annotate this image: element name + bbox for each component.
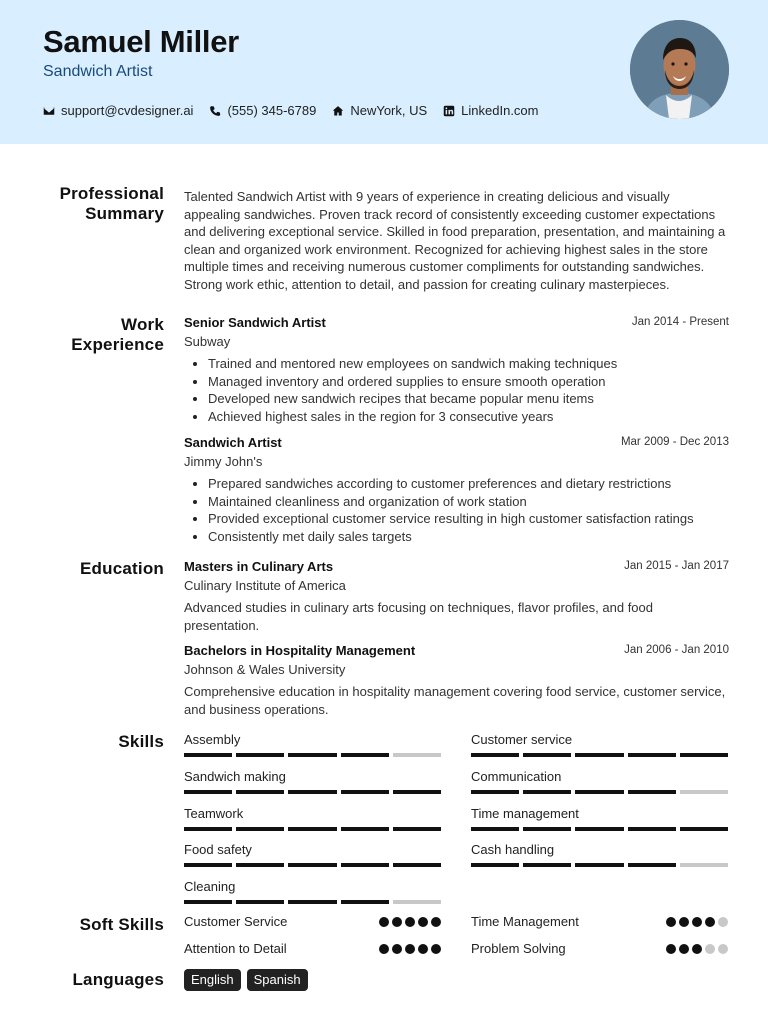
language-list	[184, 969, 308, 991]
skill-name: Teamwork	[184, 805, 244, 821]
rating-dot	[392, 917, 402, 927]
education-entry	[184, 642, 729, 718]
contact-location[interactable]	[332, 103, 427, 118]
skill-item	[184, 879, 441, 904]
education-description: Comprehensive education in hospitality management covering food service, customer service, and business operations.	[184, 684, 726, 717]
rating-dot	[705, 917, 715, 927]
skill-segment	[341, 863, 389, 867]
skill-segment	[236, 790, 284, 794]
skill-name: Communication	[471, 768, 562, 784]
rating-dot	[666, 917, 676, 927]
profile-photo	[630, 20, 729, 119]
skill-segment	[341, 900, 389, 904]
rating-dot	[392, 944, 402, 954]
skill-segment	[184, 863, 232, 867]
education-dates: Jan 2015 - Jan 2017	[624, 560, 729, 572]
section-title-skills: Skills	[118, 732, 164, 751]
skill-item	[471, 732, 728, 757]
skill-item	[471, 806, 728, 831]
soft-skill-item	[184, 914, 441, 929]
skill-segment	[680, 753, 728, 757]
list-item: Consistently met daily sales targets	[184, 528, 729, 546]
contact-linkedin[interactable]	[443, 103, 538, 118]
skill-segment	[523, 753, 571, 757]
skill-segment	[236, 753, 284, 757]
skill-segment	[628, 863, 676, 867]
degree-title: Masters in Culinary Arts	[184, 559, 334, 574]
list-item: Achieved highest sales in the region for 3 consecutive years	[184, 408, 729, 426]
skill-segment	[393, 753, 441, 757]
skill-segment	[341, 827, 389, 831]
skill-segment	[680, 827, 728, 831]
section-title-languages: Languages	[72, 970, 164, 989]
skill-segment	[184, 790, 232, 794]
skill-segment	[236, 900, 284, 904]
skill-name: Customer service	[471, 732, 573, 747]
list-item: Trained and mentored new employees on sandwich making techniques	[184, 355, 729, 373]
skill-name: Sandwich making	[184, 768, 286, 784]
soft-skill-rating	[379, 917, 441, 927]
rating-dot	[679, 917, 689, 927]
skill-segment	[184, 753, 232, 757]
skill-segment	[393, 827, 441, 831]
skill-segment	[288, 827, 336, 831]
skill-segment	[471, 790, 519, 794]
job-company: Jimmy John's	[184, 453, 263, 469]
skill-segment	[523, 863, 571, 867]
skill-segment	[288, 790, 336, 794]
education-description: Advanced studies in culinary arts focusing on techniques, flavor profiles, and food presentation.	[184, 600, 653, 633]
skill-segment	[341, 790, 389, 794]
skill-segment	[393, 790, 441, 794]
rating-dot	[718, 917, 728, 927]
list-item: Maintained cleanliness and organization of work station	[184, 493, 729, 511]
soft-skill-rating	[666, 917, 728, 927]
skill-segment	[523, 790, 571, 794]
skill-item	[184, 732, 441, 757]
rating-dot	[405, 917, 415, 927]
candidate-name: Samuel Miller	[43, 24, 239, 59]
skill-item	[184, 769, 441, 794]
skill-level-bar	[471, 827, 728, 831]
skill-level-bar	[184, 827, 441, 831]
skill-segment	[288, 900, 336, 904]
rating-dot	[666, 944, 676, 954]
envelope-icon	[43, 105, 55, 117]
contact-phone[interactable]	[209, 103, 316, 118]
home-icon	[332, 105, 344, 117]
education-dates: Jan 2006 - Jan 2010	[624, 644, 729, 656]
job-title: Senior Sandwich Artist	[184, 315, 326, 330]
rating-dot	[418, 944, 428, 954]
skill-segment	[184, 900, 232, 904]
soft-skill-rating	[666, 944, 728, 954]
soft-skill-name: Customer Service	[184, 914, 288, 929]
list-item: Managed inventory and ordered supplies to ensure smooth operation	[184, 373, 729, 391]
skill-name: Food safety	[184, 842, 252, 858]
education-entry	[184, 558, 729, 634]
section-title-summary	[60, 184, 164, 224]
soft-skill-name: Time Management	[471, 914, 579, 929]
skill-level-bar	[471, 753, 728, 757]
soft-skill-name: Attention to Detail	[184, 941, 287, 956]
skill-item	[184, 806, 441, 831]
rating-dot	[692, 944, 702, 954]
soft-skill-name: Problem Solving	[471, 941, 566, 956]
skill-segment	[575, 827, 623, 831]
skill-segment	[236, 827, 284, 831]
school-name: Culinary Institute of America	[184, 577, 346, 593]
section-title-experience: Work Experience	[71, 315, 164, 354]
skill-segment	[288, 863, 336, 867]
skill-segment	[523, 827, 571, 831]
rating-dot	[431, 944, 441, 954]
linkedin-icon	[443, 105, 455, 117]
skill-segment	[575, 753, 623, 757]
phone-icon	[209, 105, 221, 117]
job-title: Sandwich Artist	[184, 435, 282, 450]
summary-heading: Professional Summary	[59, 184, 164, 223]
section-title-education: Education	[80, 559, 164, 578]
skill-segment	[393, 900, 441, 904]
skill-segment	[628, 827, 676, 831]
rating-dot	[692, 917, 702, 927]
phone-text: (555) 345-6789	[227, 103, 317, 118]
rating-dot	[718, 944, 728, 954]
skill-segment	[575, 790, 623, 794]
skill-name: Assembly	[184, 732, 241, 747]
job-company: Subway	[184, 333, 231, 349]
email-text: support@cvdesigner.ai	[61, 103, 194, 118]
list-item: Provided exceptional customer service resulting in high customer satisfaction ratings	[184, 510, 729, 528]
contact-email[interactable]	[43, 103, 193, 118]
skill-level-bar	[471, 790, 728, 794]
job-bullets	[184, 355, 729, 425]
soft-skill-item	[184, 941, 441, 956]
soft-skill-item	[471, 941, 728, 956]
job-dates: Mar 2009 - Dec 2013	[620, 436, 729, 448]
section-title-soft-skills: Soft Skills	[79, 915, 164, 934]
degree-title: Bachelors in Hospitality Management	[184, 643, 416, 658]
skill-segment	[628, 753, 676, 757]
skill-level-bar	[184, 753, 441, 757]
rating-dot	[405, 944, 415, 954]
skill-level-bar	[471, 863, 728, 867]
job-bullets	[184, 475, 729, 545]
school-name: Johnson & Wales University	[184, 661, 346, 677]
skill-segment	[575, 863, 623, 867]
skill-level-bar	[184, 863, 441, 867]
list-item: Prepared sandwiches according to customer preferences and dietary restrictions	[184, 475, 729, 493]
soft-skill-rating	[379, 944, 441, 954]
skill-segment	[471, 753, 519, 757]
avatar-illustration	[630, 20, 729, 119]
job-entry	[184, 314, 729, 425]
resume-header	[0, 0, 768, 144]
skill-level-bar	[184, 790, 441, 794]
rating-dot	[705, 944, 715, 954]
skill-segment	[628, 790, 676, 794]
job-entry	[184, 434, 729, 545]
language-pill: Spanish	[247, 969, 308, 991]
location-text: NewYork, US	[350, 103, 428, 118]
skill-segment	[471, 863, 519, 867]
skill-segment	[680, 790, 728, 794]
skill-item	[471, 842, 728, 867]
job-dates: Jan 2014 - Present	[631, 316, 729, 328]
skill-segment	[471, 827, 519, 831]
skill-item	[471, 769, 728, 794]
rating-dot	[418, 917, 428, 927]
skill-segment	[341, 753, 389, 757]
rating-dot	[379, 944, 389, 954]
skill-segment	[288, 753, 336, 757]
soft-skill-item	[471, 914, 728, 929]
skill-segment	[393, 863, 441, 867]
candidate-role: Sandwich Artist	[43, 63, 153, 80]
rating-dot	[431, 917, 441, 927]
skill-item	[184, 842, 441, 867]
contact-row	[43, 103, 539, 118]
language-pill: English	[184, 969, 241, 991]
summary-text: Talented Sandwich Artist with 9 years of experience in creating delicious and visually appealing sandwiches. Proven track record of consistently exceeding customer expectations and delivering exceptional service. Skilled in food preparation, presentation, and maintaining a clean and organized work environment. Recognized for achieving highest sales in the store multiple times and receiving numerous customer compliments for outstanding sandwiches. Strong work ethic, attention to detail, and passion for creating culinary masterpieces.	[184, 189, 726, 292]
rating-dot	[379, 917, 389, 927]
skill-level-bar	[184, 900, 441, 904]
skill-segment	[184, 827, 232, 831]
skill-name: Cash handling	[471, 842, 555, 858]
skill-segment	[236, 863, 284, 867]
rating-dot	[679, 944, 689, 954]
skill-name: Cleaning	[184, 879, 236, 895]
skill-name: Time management	[471, 805, 579, 821]
skill-segment	[680, 863, 728, 867]
list-item: Developed new sandwich recipes that became popular menu items	[184, 390, 729, 408]
linkedin-text: LinkedIn.com	[461, 103, 539, 118]
